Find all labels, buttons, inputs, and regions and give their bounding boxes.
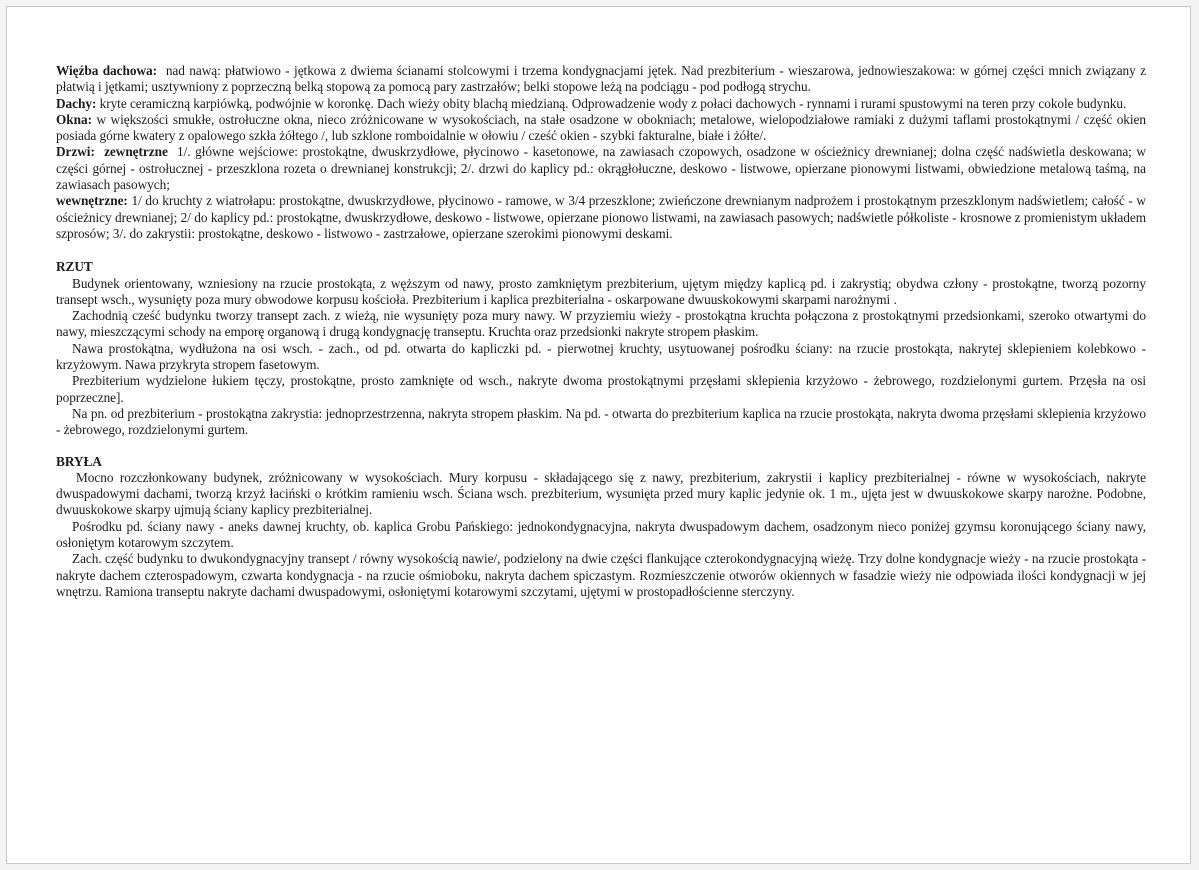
paragraph-okna [56,112,1146,145]
heading-bryla: BRYŁA [56,453,102,469]
bryla-paragraph-3: Zach. część budynku to dwukondygnacyjny transept / równy wysokością nawie/, podzielony na dwie części flankujące czterokondygnacyjną wieżę. Trzy dolne kondygnacje wieży - na rzucie prostokąta - nakryte dachem czterospadowym, czwarta kondygnacja - na rzucie ośmioboku, nakryta dachem spiczastym. Rozmieszczenie otworów okiennych w fasadzie wieży nie odpowiada ilości kondygnacji w jej wnętrzu. Ramiona transeptu nakryte dachami dwuspadowymi, osłoniętymi kotarowymi szczytami, ujętymi w prostopadłościenne sterczyny. [56,551,1146,599]
label-drzwi: Drzwi: [56,144,95,160]
rzut-paragraph-2: Zachodnią cześć budynku tworzy transept zach. z wieżą, nie wysunięty poza mury nawy. W przyziemiu wieży - prostokątna kruchta połączona z prostokątnymi przedsionkami, szeroko otwartymi do nawy, mieszczącymi schody na emporę organową i drugą kondygnację transeptu. Kruchta oraz przedsionki nakryte stropem płaskim. [56,308,1146,340]
text-drzwi: 1/. główne wejściowe: prostokątne, dwuskrzydłowe, płycinowo - kasetonowe, na zawiasach czopowych, osadzone w ościeżnicy drewnianej; dolna część nadświetla deskowana; w części górnej - ostrołucznej - przeszklona rozeta o drewnianej konstrukcji; 2/. drzwi do kaplicy pd.: okrągłołuczne, deskowo - listwowe, opierzane pionowymi listwami, obwiedzione metalową taśmą, na zawiasach pasowych; [56,144,1146,193]
heading-rzut: RZUT [56,259,93,275]
text-wewnetrzne: 1/ do kruchty z wiatrołapu: prostokątne, dwuskrzydłowe, płycinowo - ramowe, w 3/4 przeszklone; zwieńczone drewnianym nadprożem i prostokątnym przeszklonym nadświetlem; całość - w ościeżnicy drewnianej; 2/ do kaplicy pd.: prostokątne, dwuskrzydłowe, deskowo - listwowe, opierzane pionowo listwami, na zawiasach pasowych; nadświetle półkoliste - krosnowe z promienistym układem szprosów; 3/. do zakrystii: prostokątne, deskowo - listwowo - zastrzałowe, opierzane szerokimi pionowymi deskami. [56,193,1146,241]
label-dachy: Dachy: [56,95,97,111]
rzut-paragraph-5: Na pn. od prezbiterium - prostokątna zakrystia: jednoprzestrzenna, nakryta stropem płaskim. Na pd. - otwarta do prezbiterium kaplica na rzucie prostokąta, nakryta dwoma przęsłami sklepienia krzyżowo - żebrowego, rozdzielonymi gurtem. [56,405,1146,438]
rzut-paragraph-4: Prezbiterium wydzielone łukiem tęczy, prostokątne, prosto zamknięte od wsch., nakryte dwoma prostokątnymi przęsłami sklepienia krzyżowo - żebrowego, rozdzielonymi gurtem. Przęsła na osi poprzeczne]. [56,373,1146,405]
text-dachy: kryte ceramiczną karpiówką, podwójnie w koronkę. Dach wieży obity blachą miedzianą. Odprowadzenie wody z połaci dachowych - rynnami i rurami spustowymi na teren przy cokole budynku. [99,95,1127,111]
label-okna: Okna: [56,111,92,127]
rzut-paragraph-3: Nawa prostokątna, wydłużona na osi wsch. - zach., od pd. otwarta do kapliczki pd. - pierwotnej kruchty, usytuowanej pośrodku ściany: na rzucie prostokąta, nakrytej sklepieniem kolebkowo - krzyżowym. Nawa przykryta stropem fasetowym. [56,340,1146,373]
sublabel-drzwi-zewnetrzne: zewnętrzne [104,144,168,160]
label-wewnetrzne: wewnętrzne: [56,193,128,209]
document-body [56,63,1146,600]
paragraph-drzwi [56,144,1146,193]
bryla-paragraph-1: Mocno rozczłonkowany budynek, zróżnicowany w wysokościach. Mury korpusu - składającego się z nawy, prezbiterium, zakrystii i kaplicy prezbiterialnej - równe w wysokościach, nakryte dwuspadowymi dachami, tworzą krzyż łaciński o krótkim ramieniu wsch. Ściana wsch. prezbiterium, wysunięta przed mury kaplic jedynie ok. 1 m., ujęta jest w dwuuskokowe skarpy narożne. Podobne, dwuuskokowe skarpy ujmują ściany kaplicy prezbiterialnej. [56,469,1146,518]
paragraph-wiezba [56,63,1146,96]
document-page [6,6,1191,864]
bryla-paragraph-2: Pośrodku pd. ściany nawy - aneks dawnej kruchty, ob. kaplica Grobu Pańskiego: jednokondygnacyjna, nakryta dwuspadowym dachem, osadzonym nieco poniżej gzymsu koronującego ściany nawy, osłoniętym kotarowym szczytem. [56,518,1146,551]
text-wiezba: nad nawą: płatwiowo - jętkowa z dwiema ścianami stolcowymi i trzema kondygnacjami jętek. Nad prezbiterium - wieszarowa, jednowieszakowa: w górnej części mnich związany z płatwią i jętkami; usztywniony z poprzeczną belką stopową za pomocą pary zastrzałów; belki stopowe leżą na podciągu - pod podłogą strychu. [56,63,1146,95]
paragraph-wewnetrzne [56,193,1146,242]
label-wiezba: Więźba dachowa: [56,63,157,78]
rzut-paragraph-1: Budynek orientowany, wzniesiony na rzucie prostokąta, z węższym od nawy, prosto zamkniętym prezbiterium, ujętym między kaplicą pd. i zakrystią; obydwa człony - prostokątne, tworzą pozorny transept wsch., wysunięty poza mury obwodowe korpusu kościoła. Prezbiterium i kaplica prezbiterialna - oskarpowane dwuuskokowymi skarpami narożnymi . [56,275,1146,307]
paragraph-dachy [56,96,1146,112]
text-okna: w większości smukłe, ostrołuczne okna, nieco zróżnicowane w wysokościach, na stałe osadzone w obokniach; metalowe, wielopodziałowe ramiaki z dużymi taflami prostokątnymi / część okien posiada górne kwatery z opalowego szkła żółtego /, lub szklone romboidalnie w ołowiu / cześć okien - szybki fakturalne, białe i żółte/. [56,111,1146,144]
